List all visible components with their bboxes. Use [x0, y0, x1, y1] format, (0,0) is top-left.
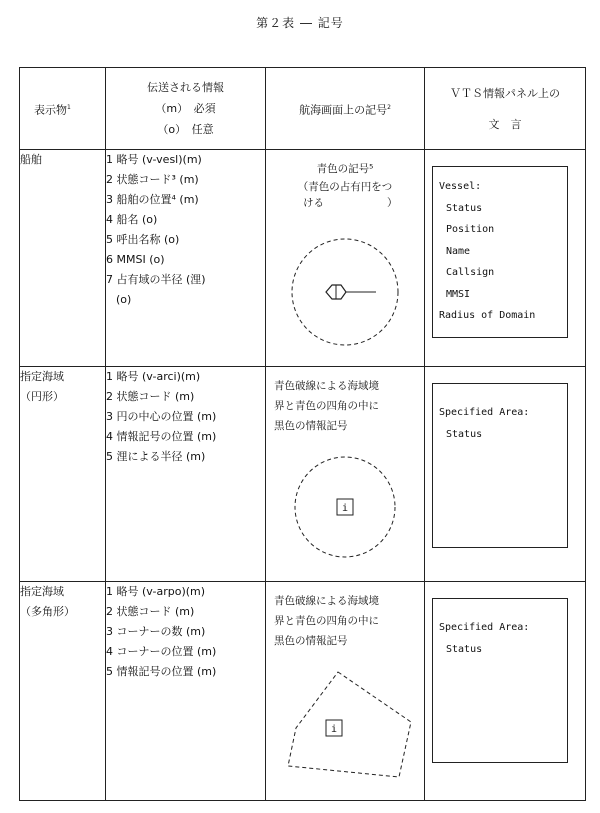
vts-panel-box: Specified Area: Status [432, 598, 568, 763]
header-transmitted-info: 伝送される情報 （m） 必須 （o） 任意 [106, 68, 266, 150]
table-title: 第２表 ― 記号 [256, 16, 344, 30]
header-vts-panel: ＶＴＳ情報パネル上の 文 言 [425, 68, 586, 150]
row-symbol-cell [266, 582, 425, 801]
row-vts-cell [425, 150, 586, 367]
symbol-description: 青色破線による海域境 界と青色の四角の中に 黒色の情報記号 [274, 595, 379, 647]
row-vts-cell [425, 582, 586, 801]
circular-area-symbol [266, 451, 425, 571]
symbol-description: 青色の記号⁵ （青色の占有円をつ ける ） [292, 163, 398, 209]
polygon-area-symbol [266, 662, 425, 787]
symbols-table [19, 67, 586, 801]
row-name: 指定海域 （多角形） [20, 582, 106, 801]
vessel-symbol [266, 234, 425, 364]
domain-circle [292, 239, 398, 345]
vts-panel-box: Vessel: Status Position Name Callsign MMSI Radius of Domain [432, 166, 568, 338]
row-info-list: 1 略号 (v-vesl)(m) 2 状態コード³ (m) 3 船舶の位置⁴ (m) 4 船名 (o) 5 呼出名称 (o) 6 MMSI (o) 7 占有域の半径 (浬) (o) [106, 150, 266, 367]
table-row [20, 367, 586, 582]
header-row [20, 68, 586, 150]
table-row [20, 582, 586, 801]
area-boundary-polygon [288, 672, 411, 777]
row-info-list: 1 略号 (v-arci)(m) 2 状態コード (m) 3 円の中心の位置 (m) 4 情報記号の位置 (m) 5 浬による半径 (m) [106, 367, 266, 582]
row-name: 船舶 [20, 150, 106, 367]
vts-panel-box: Specified Area: Status [432, 383, 568, 548]
info-icon-label: i [341, 503, 349, 514]
symbol-description: 青色破線による海域境 界と青色の四角の中に 黒色の情報記号 [274, 380, 379, 432]
header-chart-symbol: 航海画面上の記号$^2$ [266, 68, 425, 150]
table-row [20, 150, 586, 367]
row-symbol-cell [266, 150, 425, 367]
row-vts-cell [425, 367, 586, 582]
footnote-mark: 1 [67, 103, 71, 111]
footnote-mark: 2 [387, 103, 391, 111]
row-symbol-cell [266, 367, 425, 582]
row-name: 指定海域 （円形） [20, 367, 106, 582]
info-icon-label: i [330, 724, 338, 735]
header-display-object: 表示物$^1$ [20, 68, 106, 150]
row-info-list: 1 略号 (v-arpo)(m) 2 状態コード (m) 3 コーナーの数 (m) 4 コーナーの位置 (m) 5 情報記号の位置 (m) [106, 582, 266, 801]
